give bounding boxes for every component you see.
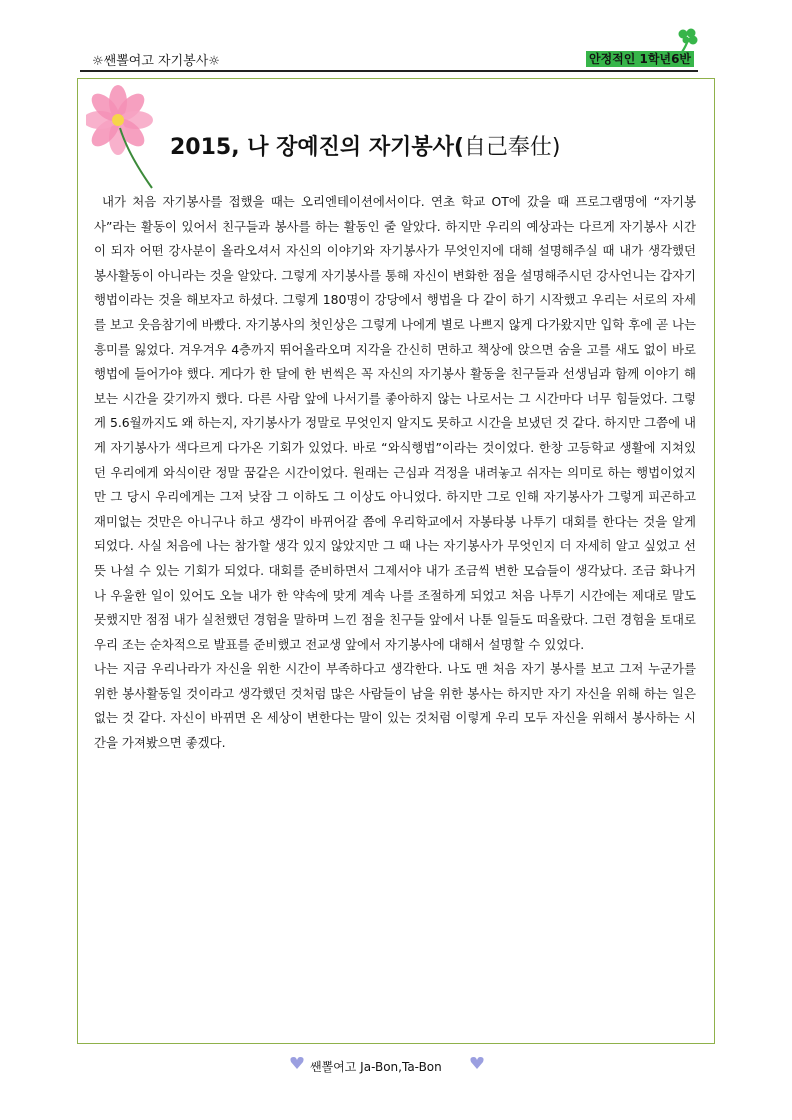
title-hanja: 自己奉仕 xyxy=(463,135,552,160)
flower-icon xyxy=(86,84,166,194)
footer xyxy=(298,1058,442,1075)
footer-text: 쌘뽈여고 Ja-Bon,Ta-Bon xyxy=(310,1060,442,1074)
title-main: 2015, 나 장예진의 자기봉사( xyxy=(170,135,464,160)
heart-icon-right xyxy=(470,1056,484,1070)
essay-body xyxy=(94,190,696,756)
essay-paragraph-2: 나는 지금 우리나라가 자신을 위한 시간이 부족하다고 생각한다. 나도 맨 처음 자기 봉사를 보고 그저 누군가를 위한 봉사활동일 것이라고 생각했던 것처럼 많은 사람들이 남을 위한 봉사는 하지만 자기 자신을 위해 하는 일은 없는 것 같다. 자신이 바뀌면 온 세상이 변한다는 말이 있는 것처럼 이렇게 우리 모두 자신을 위해서 봉사하는 시간을 가져봤으면 좋겠다. xyxy=(94,661,696,751)
title-close: ) xyxy=(551,135,561,160)
class-badge: 안정적인 1학년6반 xyxy=(586,51,694,67)
header-title: ☼쌘뽈여고 자기봉사☼ xyxy=(92,54,220,69)
essay-paragraph-1: 내가 처음 자기봉사를 접했을 때는 오리엔테이션에서이다. 연초 학교 OT에 갔을 때 프로그램명에 “자기봉사”라는 활동이 있어서 친구들과 봉사를 하는 활동인 줄 알았다. 하지만 우리의 예상과는 다르게 자기봉사 시간이 되자 어떤 강사분이 올라오셔서 자신의 이야기와 자기봉사가 무엇인지에 대해 설명해주실 때 내가 생각했던 봉사활동이 아니라는 것을 알았다. 그렇게 자기봉사를 통해 자신이 변화한 점을 설명해주시던 강사언니는 갑자기 행법이라는 것을 해보자고 하셨다. 그렇게 180명이 강당에서 행법을 다 같이 하기 시작했고 우리는 서로의 자세를 보고 웃음참기에 바빴다. 자기봉사의 첫인상은 그렇게 나에게 별로 나쁘지 않게 다가왔지만 입학 후에 곧 나는 흥미를 잃었다. 겨우겨우 4층까지 뛰어올라오며 지각을 간신히 면하고 책상에 앉으면 숨을 고를 새도 없이 바로 행법에 들어가야 했다. 게다가 한 달에 한 번씩은 꼭 자신의 자기봉사 활동을 친구들과 선생님과 함께 이야기 해보는 시간을 갖기까지 했다. 다른 사람 앞에 나서기를 좋아하지 않는 나로서는 그 시간마다 너무 힘들었다. 그렇게 5.6월까지도 왜 하는지, 자기봉사가 정말로 무엇인지 알지도 못하고 시간을 보냈던 것 같다. 하지만 그쯤에 내게 자기봉사가 색다르게 다가온 기회가 있었다. 바로 “와식행법”이라는 것이었다. 한창 고등학교 생활에 지쳐있던 우리에게 와식이란 정말 꿈같은 시간이었다. 원래는 근심과 걱정을 내려놓고 쉬자는 의미로 하는 행법이었지만 그 당시 우리에게는 그저 낮잠 그 이하도 그 이상도 아니었다. 하지만 그로 인해 자기봉사가 그렇게 피곤하고 재미없는 것만은 아니구나 하고 생각이 바뀌어갈 쯤에 우리학교에서 자봉타봉 나투기 대회를 한다는 것을 알게 되었다. 사실 처음에 나는 참가할 생각 있지 않았지만 그 때 나는 자기봉사가 무엇인지 더 자세히 알고 싶었고 선뜻 나설 수 있는 기회가 되었다. 대회를 준비하면서 그제서야 내가 조금씩 변한 모습들이 생각났다. 조금 화나거나 우울한 일이 있어도 오늘 내가 한 약속에 맞게 계속 나를 조절하게 되었고 처음 나투기 시간에는 제대로 말도 못했지만 점점 내가 실천했던 경험을 말하며 느낀 점을 친구들 앞에서 나툰 일들도 떠올랐다. 그런 경험을 토대로 우리 조는 순차적으로 발표를 준비했고 전교생 앞에서 자기봉사에 대해서 설명할 수 있었다. xyxy=(94,194,696,652)
heart-icon-left xyxy=(290,1056,304,1070)
page-title xyxy=(170,130,561,161)
header-divider xyxy=(80,70,698,72)
